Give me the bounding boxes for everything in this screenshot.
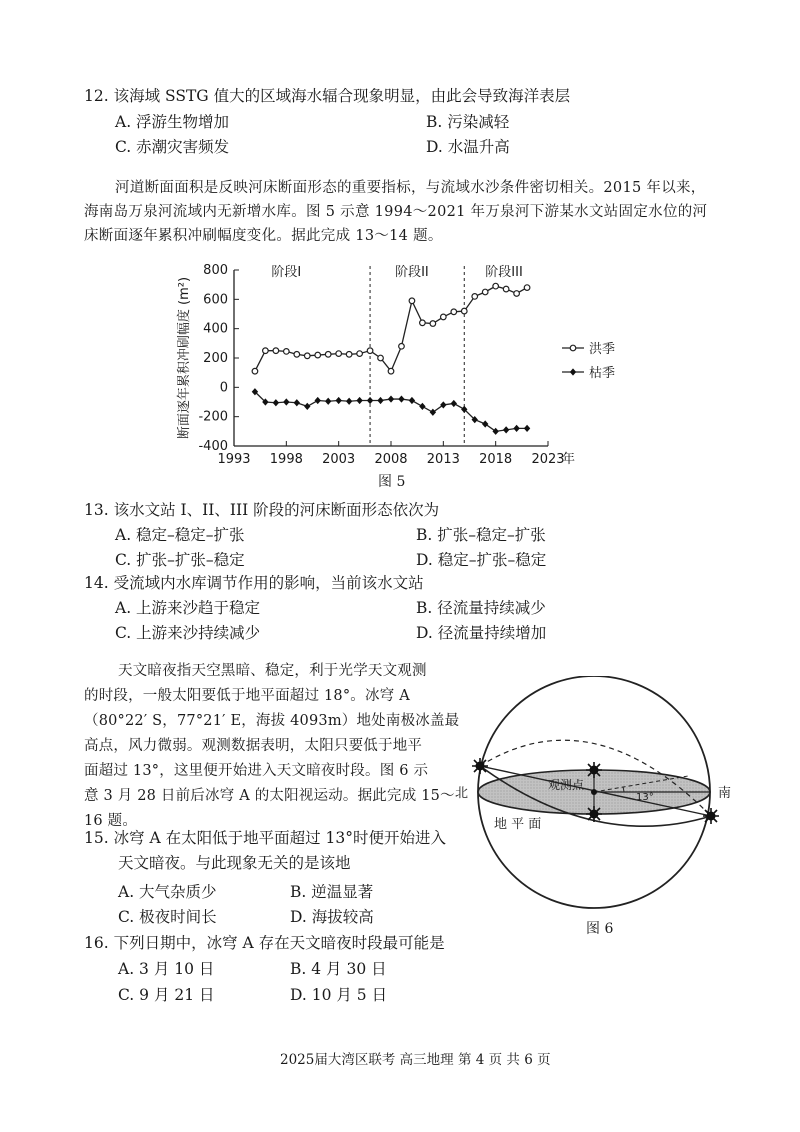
stage-label: 阶段II <box>395 265 429 280</box>
data-point-dry <box>524 425 530 432</box>
legend-label: 洪季 <box>589 342 616 357</box>
data-point-flood <box>346 352 352 358</box>
y-axis-label: 断面逐年累积冲刷幅度 (m²) <box>177 276 192 440</box>
q12-option-a: A. 浮游生物增加 <box>115 113 230 131</box>
data-point-dry <box>492 428 498 435</box>
data-point-flood <box>315 352 321 358</box>
data-point-dry <box>335 397 341 404</box>
q12-option-c: C. 赤潮灾害频发 <box>115 138 230 156</box>
q12-option-d: D. 水温升高 <box>426 138 510 156</box>
data-point-dry <box>346 398 352 405</box>
q15-option-a: A. 大气杂质少 <box>118 883 217 901</box>
sun-icon <box>703 808 719 824</box>
data-point-flood <box>294 352 300 358</box>
observer-dot <box>591 789 597 795</box>
passage1-line-2: 海南岛万泉河流域内无新增水库。图 5 示意 1994～2021 年万泉河下游某水文站固定水位的河 <box>84 204 708 220</box>
y-tick-label: 200 <box>203 351 228 366</box>
data-point-flood <box>367 348 373 354</box>
data-point-flood <box>284 349 290 355</box>
label-angle: 13° <box>636 792 654 803</box>
q16-option-a: A. 3 月 10 日 <box>118 960 215 978</box>
data-point-flood <box>357 351 363 357</box>
data-point-flood <box>482 289 488 295</box>
q16-option-c: C. 9 月 21 日 <box>118 986 215 1004</box>
y-tick-label: -400 <box>198 439 228 454</box>
data-point-dry <box>294 399 300 406</box>
q15-stem-line-2: 天文暗夜。与此现象无关的是该地 <box>118 854 351 872</box>
q15-option-c: C. 极夜时间长 <box>118 908 217 926</box>
figure6-caption: 图 6 <box>586 921 614 937</box>
label-north: 北 <box>455 786 469 801</box>
data-point-dry <box>430 409 436 416</box>
q16-stem: 16. 下列日期中，冰穹 A 存在天文暗夜时段最可能是 <box>84 934 445 952</box>
q13-option-b: B. 扩张–稳定–扩张 <box>416 526 546 544</box>
passage1-line-1: 河道断面面积是反映河床断面形态的重要指标，与流域水沙条件密切相关。2015 年以来， <box>115 180 706 196</box>
data-point-flood <box>514 291 520 297</box>
data-point-flood <box>461 308 467 314</box>
q13-stem: 13. 该水文站 I、II、III 阶段的河床断面形态依次为 <box>84 501 440 519</box>
label-south: 南 <box>718 786 732 801</box>
x-tick-label: 1998 <box>269 452 303 467</box>
y-tick-label: 600 <box>203 292 228 308</box>
data-point-dry <box>482 420 488 427</box>
q13-option-a: A. 稳定–稳定–扩张 <box>115 526 245 544</box>
data-point-flood <box>493 283 499 289</box>
data-point-dry <box>325 398 331 405</box>
passage2-line-6: 意 3 月 28 日前后冰穹 A 的太阳视运动。据此完成 15～ <box>84 788 455 804</box>
q14-option-c: C. 上游来沙持续减少 <box>115 624 261 642</box>
q14-option-d: D. 径流量持续增加 <box>416 624 547 642</box>
data-point-dry <box>398 395 404 402</box>
sun-icon <box>586 762 602 778</box>
q14-option-b: B. 径流量持续减少 <box>416 599 546 617</box>
passage2-line-3: （80°22′ S，77°21′ E，海拔 4093m）地处南极冰盖最 <box>84 713 460 729</box>
series-line-flood <box>255 286 527 371</box>
data-point-dry <box>356 397 362 404</box>
data-point-flood <box>388 368 394 374</box>
data-point-dry <box>367 397 373 404</box>
label-horizon-plane: 地 平 面 <box>494 817 542 832</box>
sun-icon <box>586 806 602 822</box>
passage2-line-1: 天文暗夜指天空黑暗、稳定，利于光学天文观测 <box>118 663 427 679</box>
data-point-flood <box>378 355 384 361</box>
data-point-dry <box>503 426 509 433</box>
x-tick-label: 2018 <box>479 452 513 467</box>
data-point-flood <box>441 314 447 320</box>
q13-option-d: D. 稳定–扩张–稳定 <box>416 551 547 569</box>
data-point-flood <box>420 320 426 326</box>
legend-marker <box>570 368 576 375</box>
q12-stem: 12. 该海域 SSTG 值大的区域海水辐合现象明显，由此会导致海洋表层 <box>84 87 571 105</box>
data-point-dry <box>409 397 415 404</box>
data-point-flood <box>524 285 530 291</box>
q16-option-d: D. 10 月 5 日 <box>290 986 388 1004</box>
q13-option-c: C. 扩张–扩张–稳定 <box>115 551 245 569</box>
data-point-flood <box>430 321 436 327</box>
y-tick-label: -200 <box>198 409 228 425</box>
data-point-flood <box>263 348 269 354</box>
data-point-dry <box>315 397 321 404</box>
legend-label: 枯季 <box>589 366 616 381</box>
data-point-flood <box>325 352 331 358</box>
x-tick-label: 1993 <box>217 452 251 467</box>
q15-option-d: D. 海拔较高 <box>290 908 374 926</box>
data-point-dry <box>388 395 394 402</box>
data-point-dry <box>419 403 425 410</box>
data-point-flood <box>472 294 478 300</box>
data-point-dry <box>283 398 289 405</box>
data-point-flood <box>252 368 258 374</box>
data-point-dry <box>304 403 310 410</box>
x-unit-label: 年 <box>562 452 576 467</box>
figure6-diagram <box>452 676 752 946</box>
figure5-chart <box>170 258 650 480</box>
legend-marker <box>570 345 576 351</box>
q16-option-b: B. 4 月 30 日 <box>290 960 387 978</box>
data-point-flood <box>336 351 342 357</box>
q14-stem: 14. 受流域内水库调节作用的影响，当前该水文站 <box>84 574 424 592</box>
q14-option-a: A. 上游来沙趋于稳定 <box>115 599 261 617</box>
q12-option-b: B. 污染减轻 <box>426 113 510 131</box>
data-point-flood <box>409 298 415 304</box>
sun-icon <box>472 758 488 774</box>
y-tick-label: 400 <box>203 321 228 337</box>
data-point-flood <box>451 309 457 315</box>
page-footer: 2025届大湾区联考 高三地理 第 4 页 共 6 页 <box>280 1052 551 1068</box>
q15-stem-line-1: 15. 冰穹 A 在太阳低于地平面超过 13°时便开始进入 <box>84 829 447 847</box>
data-point-dry <box>440 401 446 408</box>
passage2-line-4: 高点，风力微弱。观测数据表明，太阳只要低于地平 <box>84 738 423 754</box>
passage2-line-7: 16 题。 <box>84 813 138 829</box>
passage2-line-2: 的时段，一般太阳要低于地平面超过 18°。冰穹 A <box>84 688 410 704</box>
data-point-dry <box>377 397 383 404</box>
data-point-flood <box>304 353 310 359</box>
x-tick-label: 2013 <box>426 452 460 467</box>
passage1-line-3: 床断面逐年累积冲刷幅度变化。据此完成 13～14 题。 <box>84 228 443 244</box>
x-tick-label: 2003 <box>322 452 356 467</box>
q15-option-b: B. 逆温显著 <box>290 883 374 901</box>
data-point-dry <box>451 400 457 407</box>
data-point-flood <box>503 286 509 292</box>
data-point-dry <box>513 425 519 432</box>
x-tick-label: 2023 <box>531 452 565 467</box>
stage-label: 阶段III <box>485 265 523 280</box>
y-tick-label: 0 <box>219 380 228 396</box>
stage-label: 阶段I <box>271 265 302 280</box>
data-point-flood <box>273 348 279 354</box>
data-point-dry <box>273 399 279 406</box>
passage2-line-5: 面超过 13°，这里便开始进入天文暗夜时段。图 6 示 <box>84 763 429 779</box>
figure5-caption: 图 5 <box>378 474 406 490</box>
y-tick-label: 800 <box>203 263 228 278</box>
x-tick-label: 2008 <box>374 452 408 467</box>
label-observation-point: 观测点 <box>548 778 585 792</box>
data-point-flood <box>399 343 405 349</box>
